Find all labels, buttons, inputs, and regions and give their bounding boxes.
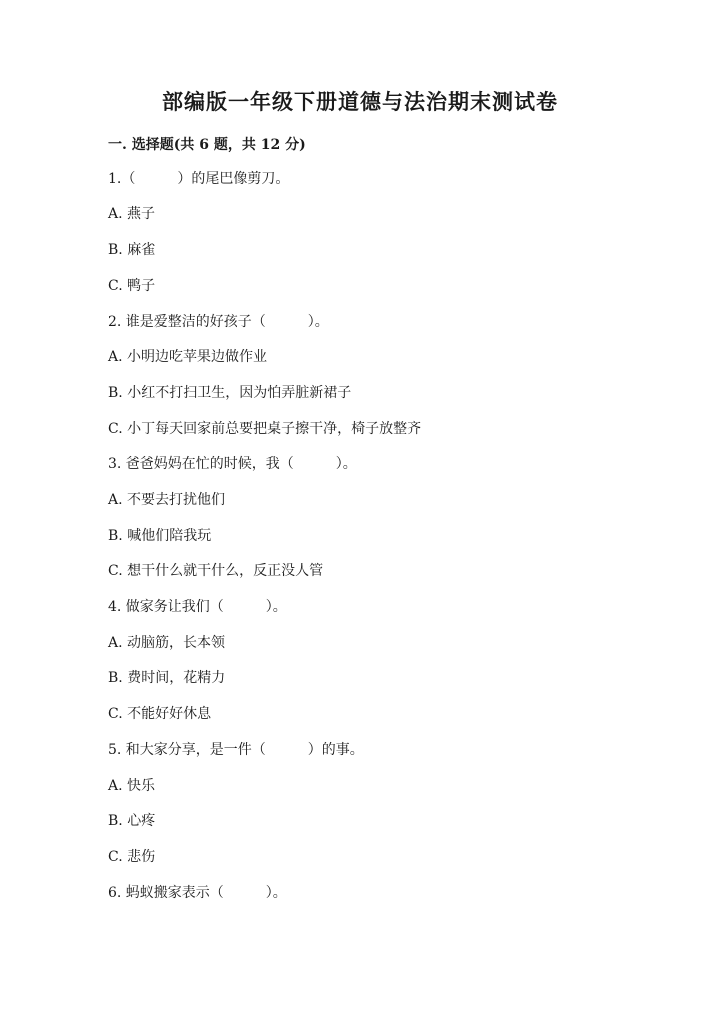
option-5b: B. 心疼 [108, 813, 156, 829]
question-6: 6. 蚂蚁搬家表示（ ）。 [108, 885, 287, 901]
option-4c: C. 不能好好休息 [108, 706, 212, 722]
option-5a: A. 快乐 [108, 778, 156, 794]
question-5: 5. 和大家分享，是一件（ ）的事。 [108, 742, 364, 758]
section-heading: 一. 选择题(共 6 题，共 12 分) [108, 137, 306, 153]
option-3b: B. 喊他们陪我玩 [108, 528, 212, 544]
question-2: 2. 谁是爱整洁的好孩子（ ）。 [108, 314, 329, 330]
option-1a: A. 燕子 [108, 206, 156, 222]
question-1: 1.（ ）的尾巴像剪刀。 [108, 171, 290, 187]
page-title: 部编版一年级下册道德与法治期末测试卷 [162, 89, 558, 114]
option-5c: C. 悲伤 [108, 849, 156, 865]
option-3a: A. 不要去打扰他们 [108, 492, 226, 508]
option-3c: C. 想干什么就干什么，反正没人管 [108, 563, 324, 579]
option-2c: C. 小丁每天回家前总要把桌子擦干净，椅子放整齐 [108, 421, 422, 437]
question-4: 4. 做家务让我们（ ）。 [108, 599, 287, 615]
option-2b: B. 小红不打扫卫生，因为怕弄脏新裙子 [108, 385, 352, 401]
option-4a: A. 动脑筋，长本领 [108, 635, 226, 651]
question-3: 3. 爸爸妈妈在忙的时候，我（ ）。 [108, 456, 357, 472]
option-2a: A. 小明边吃苹果边做作业 [108, 349, 268, 365]
option-4b: B. 费时间，花精力 [108, 670, 226, 686]
option-1b: B. 麻雀 [108, 242, 156, 258]
option-1c: C. 鸭子 [108, 278, 156, 294]
